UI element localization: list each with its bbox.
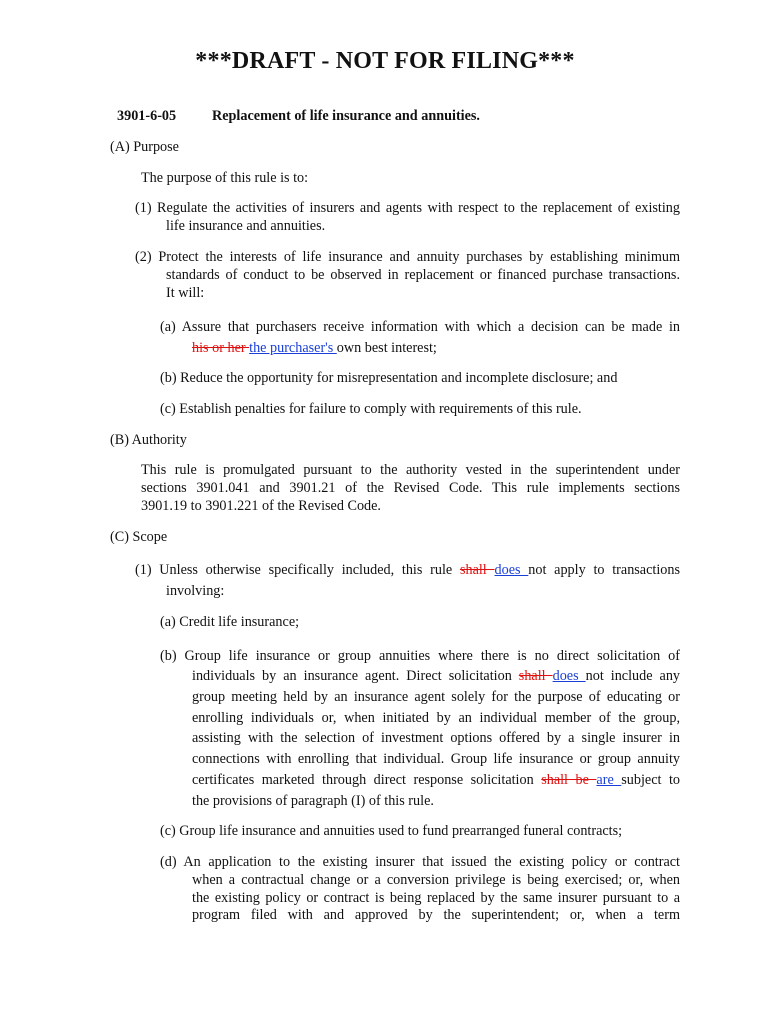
rule-title: Replacement of life insurance and annuities. <box>212 108 480 124</box>
inserted-text: the purchaser's <box>249 340 337 356</box>
purpose-item-1-line-1: (1) Regulate the activities of insurers and agents with respect to the replacement of existing <box>135 200 680 216</box>
scope-sub-b-line-2 <box>192 667 680 685</box>
section-a-heading: (A) Purpose <box>110 139 179 155</box>
text-segment: (1) Unless otherwise specifically included, this rule <box>135 562 460 578</box>
purpose-sub-a-line-1: (a) Assure that purchasers receive information with which a decision can be made in <box>160 319 680 335</box>
scope-sub-b-line-8: the provisions of paragraph (I) of this rule. <box>192 793 434 809</box>
authority-line-2: sections 3901.041 and 3901.21 of the Revised Code. This rule implements sections <box>141 480 680 496</box>
section-a-intro: The purpose of this rule is to: <box>141 170 309 186</box>
scope-sub-c: (c) Group life insurance and annuities used to fund prearranged funeral contracts; <box>160 823 623 839</box>
inserted-text: does <box>552 668 586 684</box>
scope-sub-a: (a) Credit life insurance; <box>160 614 300 630</box>
section-b-heading: (B) Authority <box>110 432 187 448</box>
purpose-sub-c: (c) Establish penalties for failure to comply with requirements of this rule. <box>160 401 582 417</box>
scope-sub-b-line-7 <box>192 771 680 789</box>
scope-sub-d-line-1: (d) An application to the existing insurer that issued the existing policy or contract <box>160 854 680 870</box>
inserted-text: are <box>596 772 622 788</box>
scope-sub-b-line-3: group meeting held by an insurance agent solely for the purpose of educating or <box>192 689 680 705</box>
scope-item-1-line-1 <box>135 561 680 579</box>
rule-number: 3901-6-05 <box>117 108 177 124</box>
deleted-text: his or her <box>192 340 250 356</box>
text-segment: certificates marketed through direct response solicitation <box>192 772 542 788</box>
deleted-text: shall <box>518 668 553 684</box>
purpose-sub-a-line-2 <box>192 339 437 357</box>
section-c-heading: (C) Scope <box>110 529 168 545</box>
authority-line-1: This rule is promulgated pursuant to the authority vested in the superintendent under <box>141 462 680 478</box>
deleted-text: shall <box>459 562 495 578</box>
scope-sub-d-line-4: program filed with and approved by the superintendent; or, when a term <box>192 907 680 923</box>
purpose-item-1-line-2: life insurance and annuities. <box>166 218 326 234</box>
text-segment: not include any <box>585 668 681 684</box>
scope-sub-d-line-2: when a contractual change or a conversion privilege is being exercised; or, when <box>192 872 680 888</box>
scope-sub-d-line-3: the existing policy or contract is being replaced by the same insurer pursuant to a <box>192 890 680 906</box>
purpose-item-2-line-3: It will: <box>166 285 205 301</box>
deleted-text: shall be <box>541 772 597 788</box>
scope-sub-b-line-4: enrolling individuals or, when initiated by an individual member of the group, <box>192 710 680 726</box>
scope-sub-b-line-5: assisting with the selection of investment options offered by a single insurer in <box>192 730 680 746</box>
scope-item-1-line-2: involving: <box>166 583 225 599</box>
text-segment: own best interest; <box>336 340 437 356</box>
text-segment: not apply to transactions <box>528 562 680 578</box>
text-segment: individuals by an insurance agent. Direct solicitation <box>192 668 519 684</box>
draft-title: ***DRAFT - NOT FOR FILING*** <box>195 48 575 74</box>
purpose-item-2-line-1: (2) Protect the interests of life insurance and annuity purchases by establishing minimum <box>135 249 680 265</box>
inserted-text: does <box>494 562 529 578</box>
scope-sub-b-line-1: (b) Group life insurance or group annuities where there is no direct solicitation of <box>160 648 680 664</box>
purpose-sub-b: (b) Reduce the opportunity for misrepresentation and incomplete disclosure; and <box>160 370 618 386</box>
text-segment: subject to <box>621 772 681 788</box>
scope-sub-b-line-6: connections with enrolling that individual. Group life insurance or group annuity <box>192 751 680 767</box>
authority-line-3: 3901.19 to 3901.221 of the Revised Code. <box>141 498 381 514</box>
purpose-item-2-line-2: standards of conduct to be observed in replacement or financed purchase transactions. <box>166 267 680 283</box>
